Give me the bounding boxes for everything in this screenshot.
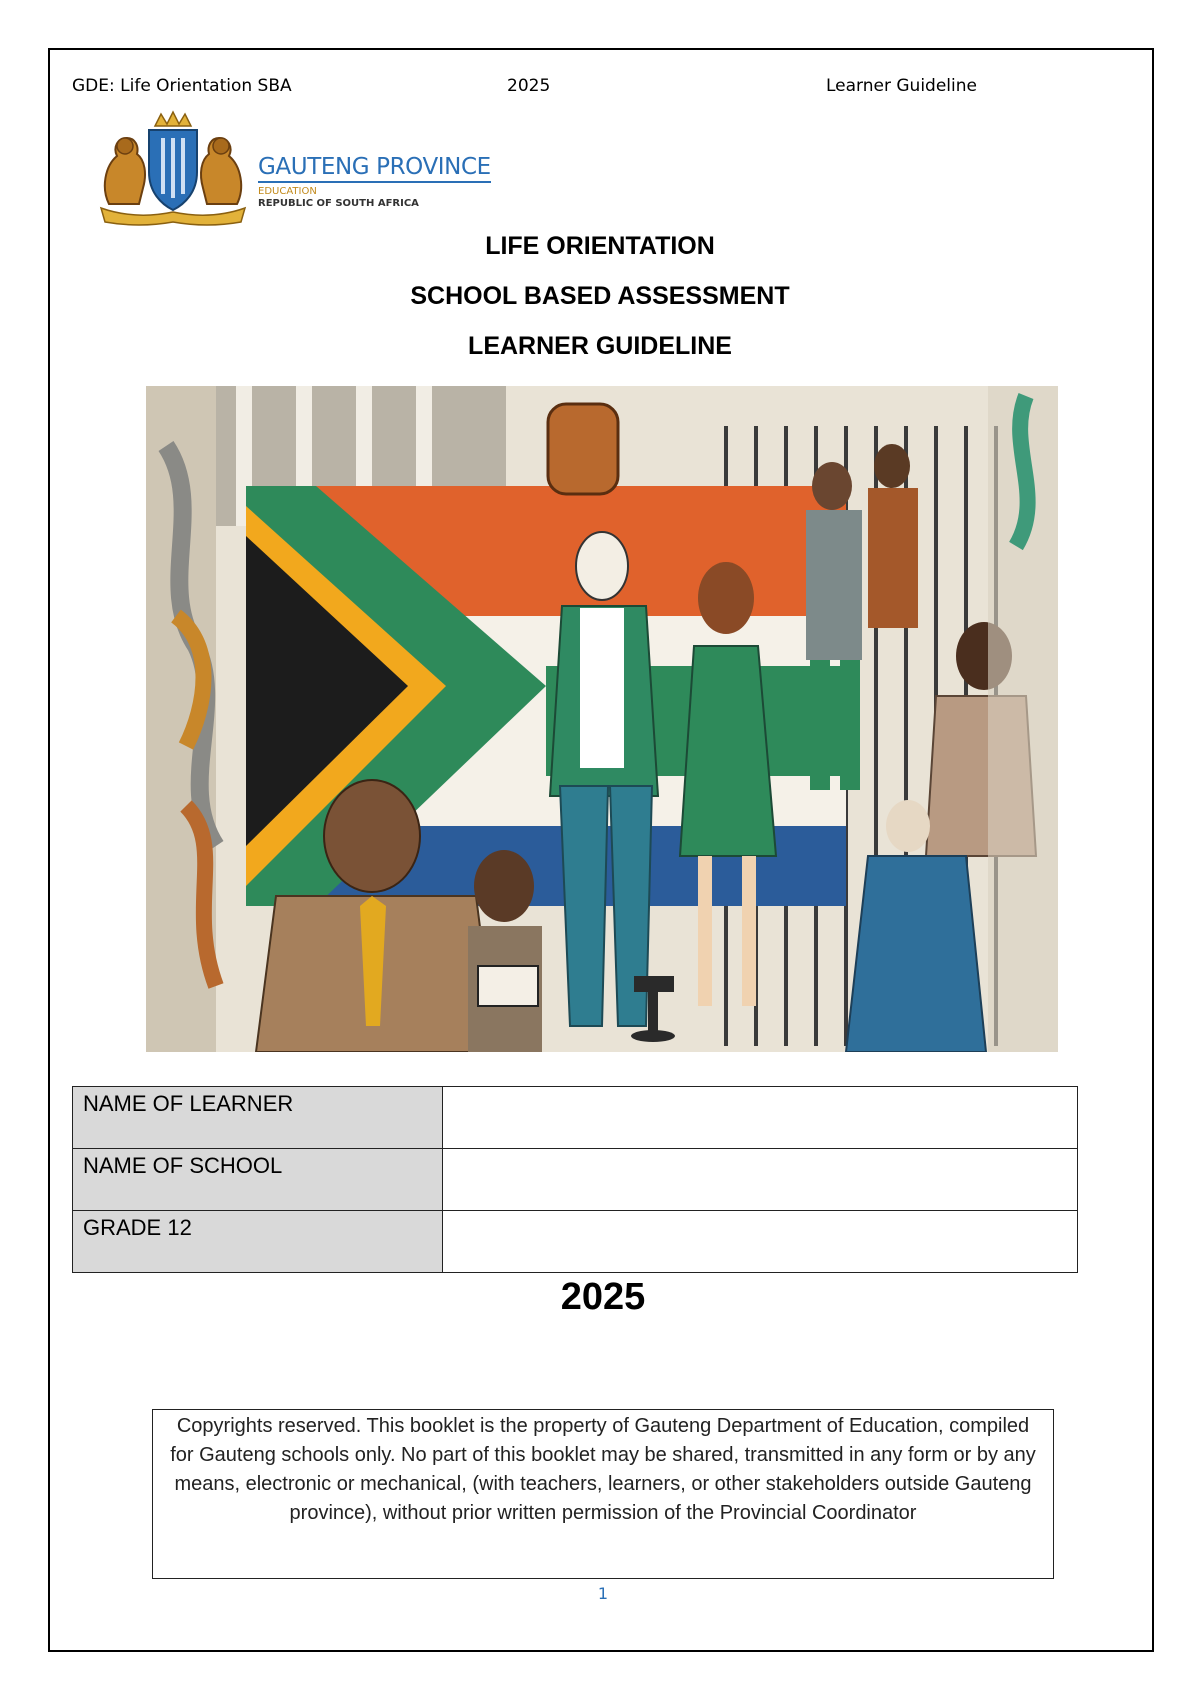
logo-country: REPUBLIC OF SOUTH AFRICA: [258, 198, 419, 209]
table-row: [73, 1087, 1078, 1149]
gauteng-logo: [258, 154, 491, 209]
grade-label: GRADE 12: [73, 1211, 443, 1273]
grade-field[interactable]: [443, 1211, 1078, 1273]
school-name-field[interactable]: [443, 1149, 1078, 1211]
copyright-notice: Copyrights reserved. This booklet is the property of Gauteng Department of Education, compiled for Gauteng schools only. No part of this booklet may be shared, transmitted in any form or by any means, electronic or mechanical, (with teachers, learners, or other stakeholders outside Gauteng province), without prior written permission of the Provincial Coordinator: [152, 1409, 1054, 1579]
document-titles: [0, 228, 1200, 378]
learner-name-label: NAME OF LEARNER: [73, 1087, 443, 1149]
school-name-label: NAME OF SCHOOL: [73, 1149, 443, 1211]
learner-name-field[interactable]: [443, 1087, 1078, 1149]
header-left-text: GDE: Life Orientation SBA: [72, 76, 292, 96]
title-line-3: LEARNER GUIDELINE: [468, 332, 732, 360]
header-right-text: Learner Guideline: [826, 76, 977, 96]
learner-info-table: [72, 1086, 1078, 1273]
cover-illustration: [146, 386, 1058, 1052]
title-line-1: LIFE ORIENTATION: [485, 232, 715, 260]
coat-of-arms-icon: [95, 108, 251, 226]
table-row: [73, 1211, 1078, 1273]
title-line-2: SCHOOL BASED ASSESSMENT: [410, 282, 790, 310]
header-center-year: 2025: [507, 76, 551, 96]
year-heading: 2025: [560, 1276, 646, 1318]
logo-title: GAUTENG PROVINCE: [258, 154, 491, 183]
page-number: 1: [597, 1584, 609, 1603]
table-row: [73, 1149, 1078, 1211]
logo-subtitle: EDUCATION: [258, 186, 317, 197]
